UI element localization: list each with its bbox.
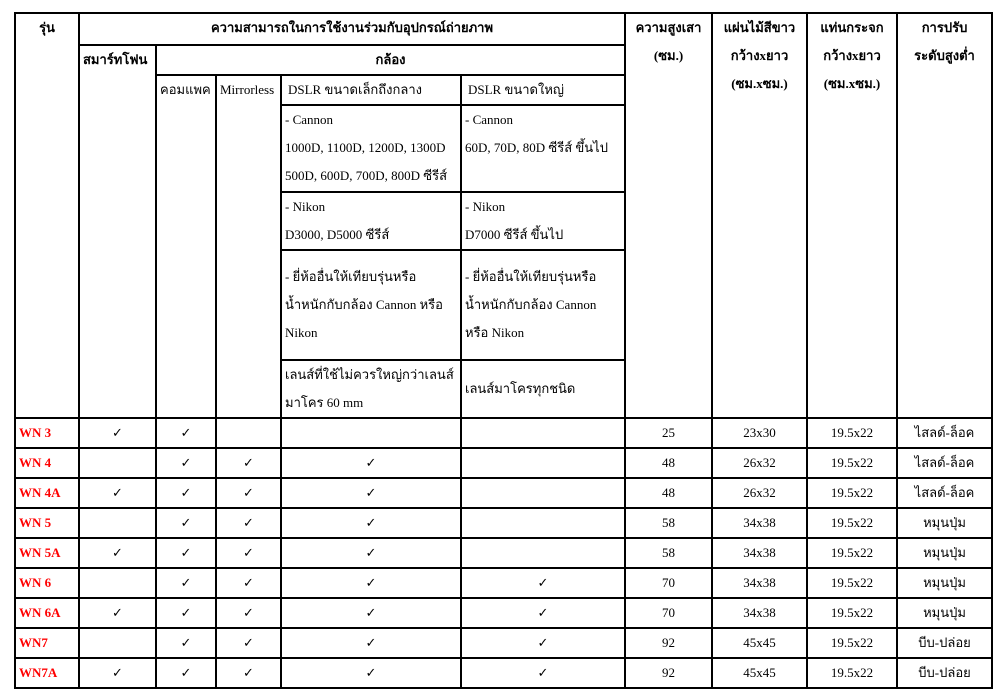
table-row [15, 568, 992, 598]
header-compact: คอมแพค [156, 75, 216, 418]
mirrorless-check: ✓ [216, 538, 281, 568]
glass-size: 19.5x22 [807, 418, 897, 448]
dslr-small-canon [281, 105, 461, 192]
dslr-small-other [281, 250, 461, 360]
glass-size: 19.5x22 [807, 628, 897, 658]
dslr-large-canon [461, 105, 625, 192]
table-row [15, 478, 992, 508]
pole-height: 70 [625, 568, 712, 598]
text-line: 1000D, 1100D, 1200D, 1300D [285, 140, 446, 155]
dslr-large-check [461, 418, 625, 448]
header-white-board-line2: กว้างxยาว [730, 48, 789, 63]
header-glass-plate-line3: (ซม.xซม.) [823, 76, 881, 91]
dslr-small-check: ✓ [281, 658, 461, 688]
table-row [15, 658, 992, 688]
glass-size: 19.5x22 [807, 598, 897, 628]
header-white-board-line3: (ซม.xซม.) [731, 76, 788, 91]
header-height-adjust-line2: ระดับสูงต่ำ [914, 48, 975, 63]
dslr-small-check: ✓ [281, 538, 461, 568]
text-line: Nikon [285, 325, 318, 340]
product-spec-table [14, 12, 993, 689]
mirrorless-check: ✓ [216, 508, 281, 538]
header-height-adjust-line1: การปรับ [921, 20, 968, 35]
dslr-small-nikon [281, 192, 461, 250]
glass-size: 19.5x22 [807, 508, 897, 538]
header-white-board [712, 13, 807, 418]
compact-check: ✓ [156, 658, 216, 688]
adjust-type: ไสลด์-ล็อค [897, 448, 992, 478]
pole-height: 70 [625, 598, 712, 628]
model-name: WN7A [15, 658, 79, 688]
text-line: เลนส์ที่ใช้ไม่ควรใหญ่กว่าเลนส์ [285, 367, 454, 382]
compact-check: ✓ [156, 418, 216, 448]
text-line: 60D, 70D, 80D ซีรีส์ ขึ้นไป [465, 140, 608, 155]
dslr-large-other [461, 250, 625, 360]
compact-check: ✓ [156, 448, 216, 478]
board-size: 23x30 [712, 418, 807, 448]
text-line: 500D, 600D, 700D, 800D ซีรีส์ [285, 168, 448, 183]
glass-size: 19.5x22 [807, 538, 897, 568]
header-compatibility: ความสามารถในการใช้งานร่วมกับอุปกรณ์ถ่ายภาพ [79, 13, 625, 45]
text-line: D3000, D5000 ซีรีส์ [285, 227, 390, 242]
smartphone-check: ✓ [79, 418, 156, 448]
table-row [15, 538, 992, 568]
dslr-small-check: ✓ [281, 508, 461, 538]
smartphone-check: ✓ [79, 538, 156, 568]
table-row [15, 628, 992, 658]
dslr-large-check: ✓ [461, 598, 625, 628]
board-size: 34x38 [712, 568, 807, 598]
header-white-board-line1: แผ่นไม้สีขาว [723, 20, 796, 35]
model-name: WN7 [15, 628, 79, 658]
model-name: WN 6 [15, 568, 79, 598]
pole-height: 92 [625, 658, 712, 688]
text-line: น้ำหนักกับกล้อง Cannon หรือ [285, 297, 443, 312]
mirrorless-check: ✓ [216, 598, 281, 628]
table-row [15, 448, 992, 478]
header-dslr-large: DSLR ขนาดใหญ่ [461, 75, 625, 105]
board-size: 26x32 [712, 478, 807, 508]
mirrorless-check: ✓ [216, 658, 281, 688]
dslr-large-lens [461, 360, 625, 418]
board-size: 34x38 [712, 508, 807, 538]
dslr-large-nikon [461, 192, 625, 250]
header-mirrorless: Mirrorless [216, 75, 281, 418]
board-size: 26x32 [712, 448, 807, 478]
table-row [15, 598, 992, 628]
header-camera: กล้อง [156, 45, 625, 75]
dslr-small-check: ✓ [281, 478, 461, 508]
smartphone-check [79, 448, 156, 478]
text-line: - ยี่ห้ออื่นให้เทียบรุ่นหรือ [285, 269, 417, 284]
mirrorless-check: ✓ [216, 448, 281, 478]
dslr-large-check: ✓ [461, 568, 625, 598]
glass-size: 19.5x22 [807, 568, 897, 598]
dslr-large-check [461, 538, 625, 568]
header-glass-plate-line1: แท่นกระจก [820, 20, 884, 35]
dslr-small-check [281, 418, 461, 448]
smartphone-check [79, 508, 156, 538]
dslr-small-check: ✓ [281, 568, 461, 598]
text-line: - Cannon [465, 112, 514, 127]
smartphone-check [79, 628, 156, 658]
header-dslr-small-medium: DSLR ขนาดเล็กถึงกลาง [281, 75, 461, 105]
dslr-large-check: ✓ [461, 628, 625, 658]
compact-check: ✓ [156, 598, 216, 628]
text-line: - Nikon [465, 199, 506, 214]
compact-check: ✓ [156, 478, 216, 508]
mirrorless-check [216, 418, 281, 448]
dslr-large-check [461, 478, 625, 508]
header-height-adjust [897, 13, 992, 418]
smartphone-check [79, 568, 156, 598]
compact-check: ✓ [156, 628, 216, 658]
text-line: น้ำหนักกับกล้อง Cannon [465, 297, 597, 312]
text-line: เลนส์มาโครทุกชนิด [465, 381, 576, 396]
dslr-large-check: ✓ [461, 658, 625, 688]
text-line: หรือ Nikon [465, 325, 525, 340]
text-line: - Nikon [285, 199, 326, 214]
table-row [15, 418, 992, 448]
text-line: D7000 ซีรีส์ ขึ้นไป [465, 227, 564, 242]
model-name: WN 5 [15, 508, 79, 538]
dslr-large-check [461, 448, 625, 478]
table-body [15, 418, 992, 688]
pole-height: 25 [625, 418, 712, 448]
glass-size: 19.5x22 [807, 658, 897, 688]
adjust-type: ไสลด์-ล็อค [897, 478, 992, 508]
compact-check: ✓ [156, 508, 216, 538]
mirrorless-check: ✓ [216, 568, 281, 598]
smartphone-check: ✓ [79, 478, 156, 508]
dslr-small-check: ✓ [281, 448, 461, 478]
smartphone-check: ✓ [79, 598, 156, 628]
adjust-type: บีบ-ปล่อย [897, 658, 992, 688]
model-name: WN 3 [15, 418, 79, 448]
dslr-large-check [461, 508, 625, 538]
board-size: 45x45 [712, 628, 807, 658]
pole-height: 58 [625, 538, 712, 568]
pole-height: 92 [625, 628, 712, 658]
model-name: WN 4 [15, 448, 79, 478]
model-name: WN 6A [15, 598, 79, 628]
mirrorless-check: ✓ [216, 478, 281, 508]
mirrorless-check: ✓ [216, 628, 281, 658]
text-line: - ยี่ห้ออื่นให้เทียบรุ่นหรือ [465, 269, 597, 284]
pole-height: 48 [625, 478, 712, 508]
board-size: 34x38 [712, 538, 807, 568]
header-smartphone: สมาร์ทโฟน [79, 45, 156, 418]
header-pole-height-line2: (ซม.) [653, 48, 684, 63]
adjust-type: หมุนปุ่ม [897, 568, 992, 598]
dslr-small-check: ✓ [281, 628, 461, 658]
header-pole-height [625, 13, 712, 418]
compact-check: ✓ [156, 568, 216, 598]
header-glass-plate [807, 13, 897, 418]
pole-height: 48 [625, 448, 712, 478]
glass-size: 19.5x22 [807, 448, 897, 478]
dslr-small-check: ✓ [281, 598, 461, 628]
adjust-type: หมุนปุ่ม [897, 538, 992, 568]
adjust-type: ไสลด์-ล็อค [897, 418, 992, 448]
model-name: WN 4A [15, 478, 79, 508]
header-model: รุ่น [15, 13, 79, 418]
text-line: - Cannon [285, 112, 334, 127]
adjust-type: หมุนปุ่ม [897, 598, 992, 628]
board-size: 34x38 [712, 598, 807, 628]
compact-check: ✓ [156, 538, 216, 568]
text-line: มาโคร 60 mm [285, 395, 364, 410]
smartphone-check: ✓ [79, 658, 156, 688]
adjust-type: หมุนปุ่ม [897, 508, 992, 538]
dslr-small-lens [281, 360, 461, 418]
header-glass-plate-line2: กว้างxยาว [823, 48, 881, 63]
board-size: 45x45 [712, 658, 807, 688]
header-pole-height-line1: ความสูงเสา [635, 20, 702, 35]
pole-height: 58 [625, 508, 712, 538]
adjust-type: บีบ-ปล่อย [897, 628, 992, 658]
table-row [15, 508, 992, 538]
model-name: WN 5A [15, 538, 79, 568]
glass-size: 19.5x22 [807, 478, 897, 508]
